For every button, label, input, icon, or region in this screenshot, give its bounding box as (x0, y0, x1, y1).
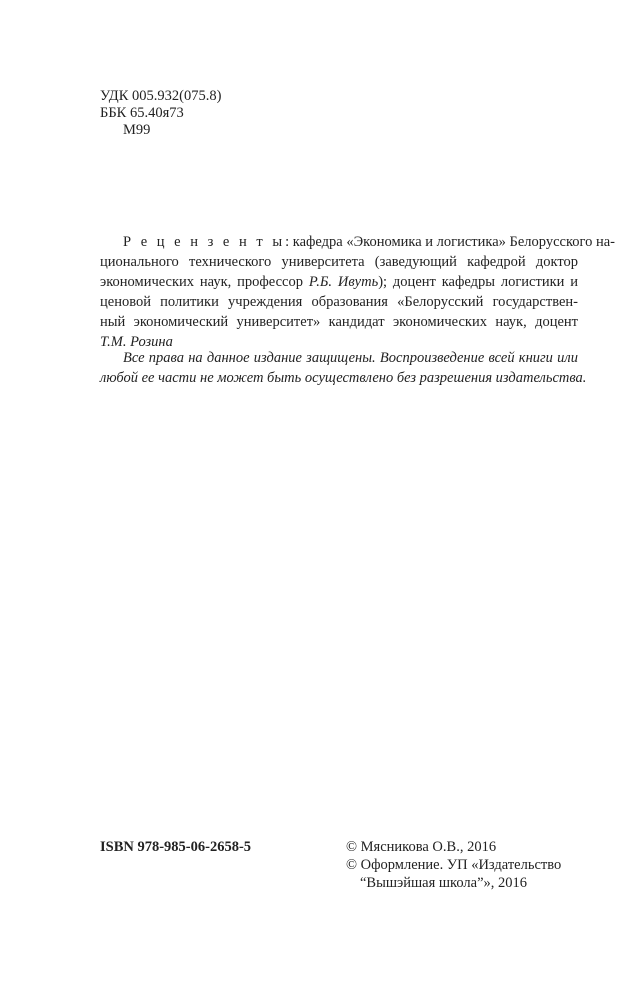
copyright-publisher: “Вышэйшая школа”», 2016 (360, 875, 528, 891)
rights-notice: Все права на данное издание защищены. Воспроизведение всей книги или любой ее части не может быть осуществлено без разрешения издательства. (100, 350, 587, 386)
author-mark: М99 (123, 122, 151, 138)
reviewer-name: Р.Б. Ивуть (308, 274, 379, 290)
copyright-author: © Мясникова О.В., 2016 (346, 839, 497, 855)
reviewer-name: Т.М. Розина (100, 334, 173, 350)
copyright-design: © Оформление. УП «Издательство (346, 857, 562, 873)
isbn: ISBN 978-985-06-2658-5 (100, 839, 252, 855)
reviewers-label: Р е ц е н з е н т ы (123, 234, 286, 250)
bbk-code: ББК 65.40я73 (100, 105, 184, 121)
udk-code: УДК 005.932(075.8) (100, 88, 222, 104)
reviewers-paragraph: Р е ц е н з е н т ы: кафедра «Экономика и логистика» Белорусского на- ционального технического университета (заведующий кафедрой доктор экономических наук, профессор Р.Б. Ивуть); доцент кафедры логистики и ценовой политики учреждения образования «Белорусский государствен- ный экономический университет» кандидат экономических наук, доцент Т.М. Розина (100, 234, 615, 350)
